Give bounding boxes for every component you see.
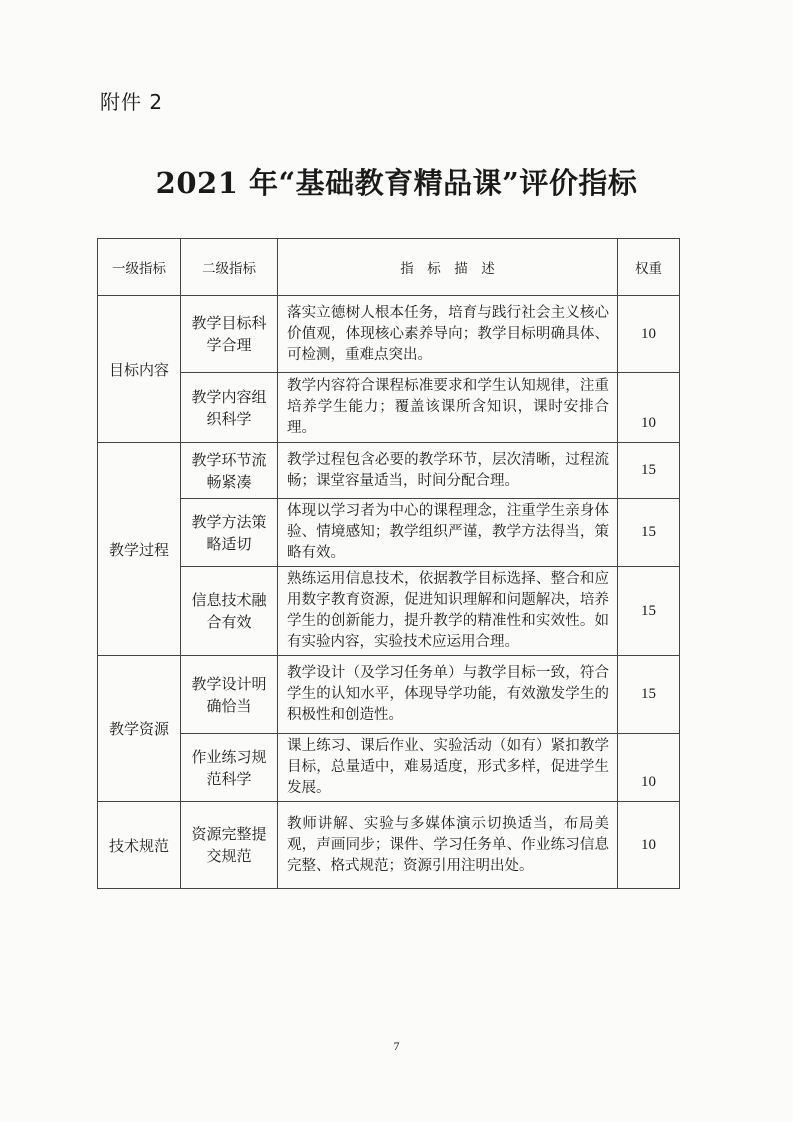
level2-cell: 资源完整提交规范 bbox=[181, 802, 278, 889]
header-level2: 二级指标 bbox=[181, 239, 278, 296]
description-cell: 教师讲解、实验与多媒体演示切换适当，布局美观，声画同步；课件、学习任务单、作业练习信息完整、格式规范；资源引用注明出处。 bbox=[278, 802, 618, 889]
table-row bbox=[98, 656, 680, 734]
weight-cell: 10 bbox=[618, 802, 680, 889]
description-cell: 教学过程包含必要的教学环节，层次清晰，过程流畅；课堂容量适当，时间分配合理。 bbox=[278, 443, 618, 499]
description-cell: 落实立德树人根本任务，培育与践行社会主义核心价值观，体现核心素养导向；教学目标明确具体、可检测，重难点突出。 bbox=[278, 296, 618, 373]
level1-cell: 技术规范 bbox=[98, 802, 181, 889]
page-number: 7 bbox=[393, 1039, 400, 1053]
level2-cell: 教学设计明确恰当 bbox=[181, 656, 278, 734]
attachment-label: 附件 2 bbox=[100, 90, 164, 114]
evaluation-table bbox=[97, 238, 680, 889]
weight-cell: 15 bbox=[618, 567, 680, 656]
header-weight: 权重 bbox=[618, 239, 680, 296]
level2-cell: 作业练习规范科学 bbox=[181, 734, 278, 802]
level2-cell: 教学目标科学合理 bbox=[181, 296, 278, 373]
level2-cell: 教学方法策略适切 bbox=[181, 499, 278, 567]
header-level1: 一级指标 bbox=[98, 239, 181, 296]
table-row bbox=[98, 734, 680, 802]
level2-cell: 教学环节流畅紧凑 bbox=[181, 443, 278, 499]
table-row bbox=[98, 499, 680, 567]
weight-cell: 10 bbox=[618, 296, 680, 373]
level1-cell: 目标内容 bbox=[98, 296, 181, 443]
description-cell: 熟练运用信息技术，依据教学目标选择、整合和应用数字教育资源，促进知识理解和问题解决，培养学生的创新能力，提升教学的精准性和实效性。如有实验内容，实验技术应运用合理。 bbox=[278, 567, 618, 656]
description-cell: 体现以学习者为中心的课程理念，注重学生亲身体验、情境感知；教学组织严谨，教学方法得当，策略有效。 bbox=[278, 499, 618, 567]
table-header-row bbox=[98, 239, 680, 296]
description-cell: 课上练习、课后作业、实验活动（如有）紧扣教学目标，总量适中，难易适度，形式多样，促进学生发展。 bbox=[278, 734, 618, 802]
weight-cell: 15 bbox=[618, 443, 680, 499]
table-row bbox=[98, 373, 680, 443]
page-title: 2021 年“基础教育精品课”评价指标 bbox=[155, 166, 638, 200]
table-row bbox=[98, 443, 680, 499]
weight-cell: 15 bbox=[618, 656, 680, 734]
level2-cell: 教学内容组织科学 bbox=[181, 373, 278, 443]
level1-cell: 教学资源 bbox=[98, 656, 181, 802]
table-row bbox=[98, 296, 680, 373]
level1-cell: 教学过程 bbox=[98, 443, 181, 656]
weight-cell: 15 bbox=[618, 499, 680, 567]
table-row bbox=[98, 802, 680, 889]
description-cell: 教学设计（及学习任务单）与教学目标一致，符合学生的认知水平，体现导学功能，有效激发学生的积极性和创造性。 bbox=[278, 656, 618, 734]
weight-cell: 10 bbox=[618, 734, 680, 802]
level2-cell: 信息技术融合有效 bbox=[181, 567, 278, 656]
weight-cell: 10 bbox=[618, 373, 680, 443]
table-row bbox=[98, 567, 680, 656]
description-cell: 教学内容符合课程标准要求和学生认知规律，注重培养学生能力；覆盖该课所含知识，课时安排合理。 bbox=[278, 373, 618, 443]
header-description: 指 标 描 述 bbox=[278, 239, 618, 296]
